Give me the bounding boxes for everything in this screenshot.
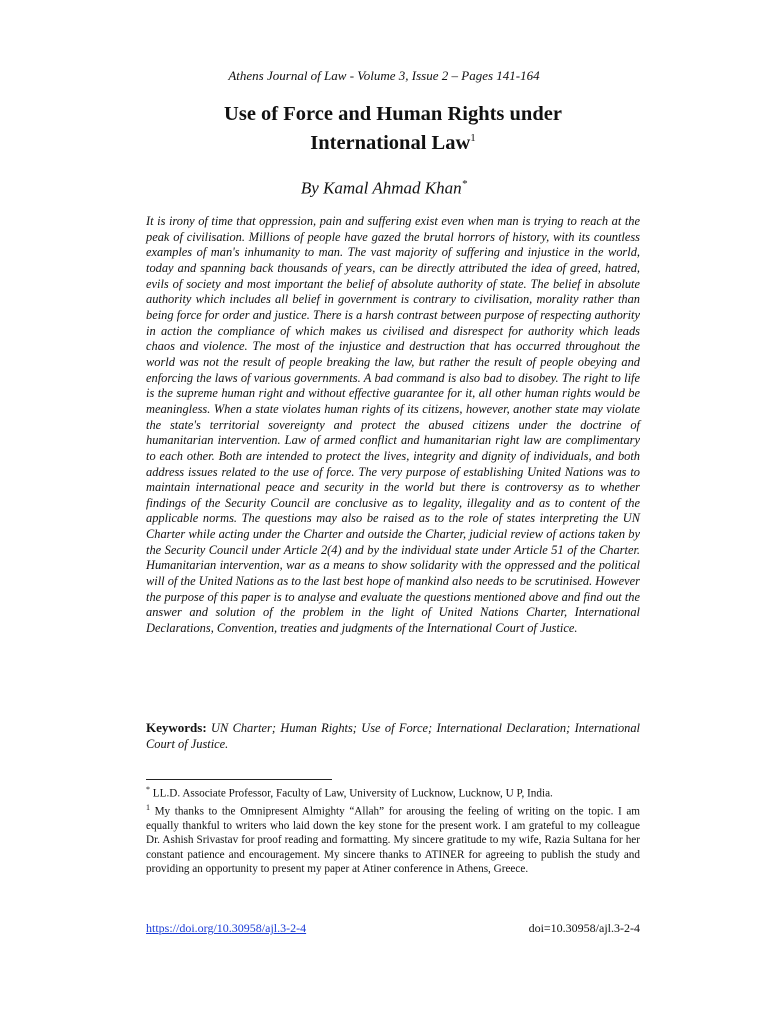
paper-title: [150, 102, 636, 155]
footnote-mark: *: [146, 785, 150, 794]
footnote-divider: [146, 779, 332, 780]
author-name: By Kamal Ahmad Khan: [300, 178, 462, 198]
keywords: [146, 720, 640, 752]
keywords-label: Keywords:: [146, 720, 207, 735]
footnote-author: [146, 783, 640, 801]
journal-header: Athens Journal of Law - Volume 3, Issue 2 – Pages 141-164: [228, 68, 540, 83]
footnote-text: My thanks to the Omnipresent Almighty “Allah” for arousing the feeling of writing on the topic. I am equally thankful to writers who laid down the key stone for the present work. I am grateful to my colleague Dr. Ashish Srivastav for proof reading and formatting. My sincere gratitude to my wife, Razia Sultana for her constant patience and encouragement. My sincere thanks to ATINER for agreeing to publish the study and providing an opportunity to present my paper at Atiner conference in Athens, Greece.: [146, 805, 640, 875]
author-byline: [0, 178, 768, 199]
keywords-text: UN Charter; Human Rights; Use of Force; International Declaration; International Court of Justice.: [146, 721, 640, 751]
footnote-mark: 1: [146, 803, 150, 813]
title-line-1: Use of Force and Human Rights under: [224, 103, 562, 125]
abstract: It is irony of time that oppression, pain and suffering exist even when man is trying to reach at the peak of civilisation. Millions of people have gazed the brutal horrors of history, with its countless examples of man's inhumanity to man. The vast majority of suffering and injustice in the world, today and spanning back thousands of years, can be directly attributed the idea of greed, hatred, evils of society and most important the belief of absolute authority of state. The belief in absolute authority which includes all belief in government is contrary to civilisation, morality rather than being force for order and justice. There is a harsh contrast between purpose of respecting authority in action the compliance of which makes us civilised and disrespect for authority which leads chaos and violence. The most of the injustice and destruction that has occurred throughout the world was not the result of people breaking the law, but rather the result of people obeying and enforcing the laws of various governments. A bad command is also bad to disobey. The right to life is the supreme human right and without effective guarantee for it, all other human rights would be meaningless. When a state violates human rights of its citizens, however, another state may violate the state's territorial sovereignty and protect the abused citizens under the doctrine of humanitarian intervention. Law of armed conflict and humanitarian right law are complimentary to each other. Both are intended to protect the lives, integrity and dignity of individuals, and both address issues related to the use of force. The very purpose of establishing United Nations was to maintain international peace and security in the world but there is controversy as to whether findings of the Security Council are conclusive as to legality, illegality and as to content of the applicable norms. The questions may also be raised as to the role of states interpreting the UN Charter while acting under the Charter and outside the Charter, judicial review of actions taken by the Security Council under Article 2(4) and by the individual state under Article 51 of the Charter. Humanitarian intervention, war as a means to show solidarity with the oppressed and the political will of the United Nations as to the last best hope of mankind also needs to be scrutinised. However the purpose of this paper is to analyse and evaluate the questions mentioned above and find out the answer and solution of the problem in the light of United Nations Charter, International Declarations, Convention, treaties and judgments of the International Court of Justice.: [146, 214, 640, 636]
footnotes: [146, 783, 640, 876]
title-footnote-mark: 1: [470, 132, 476, 144]
doi-link[interactable]: https://doi.org/10.30958/ajl.3-2-4: [146, 921, 307, 935]
footnote-acknowledgement: [146, 801, 640, 876]
author-footnote-mark: *: [461, 178, 468, 190]
page-footer: [146, 921, 640, 936]
title-line-2: International Law: [310, 131, 471, 154]
footnote-text: LL.D. Associate Professor, Faculty of Law, University of Lucknow, Lucknow, U P, India.: [152, 787, 553, 800]
doi-text: doi=10.30958/ajl.3-2-4: [528, 921, 640, 935]
